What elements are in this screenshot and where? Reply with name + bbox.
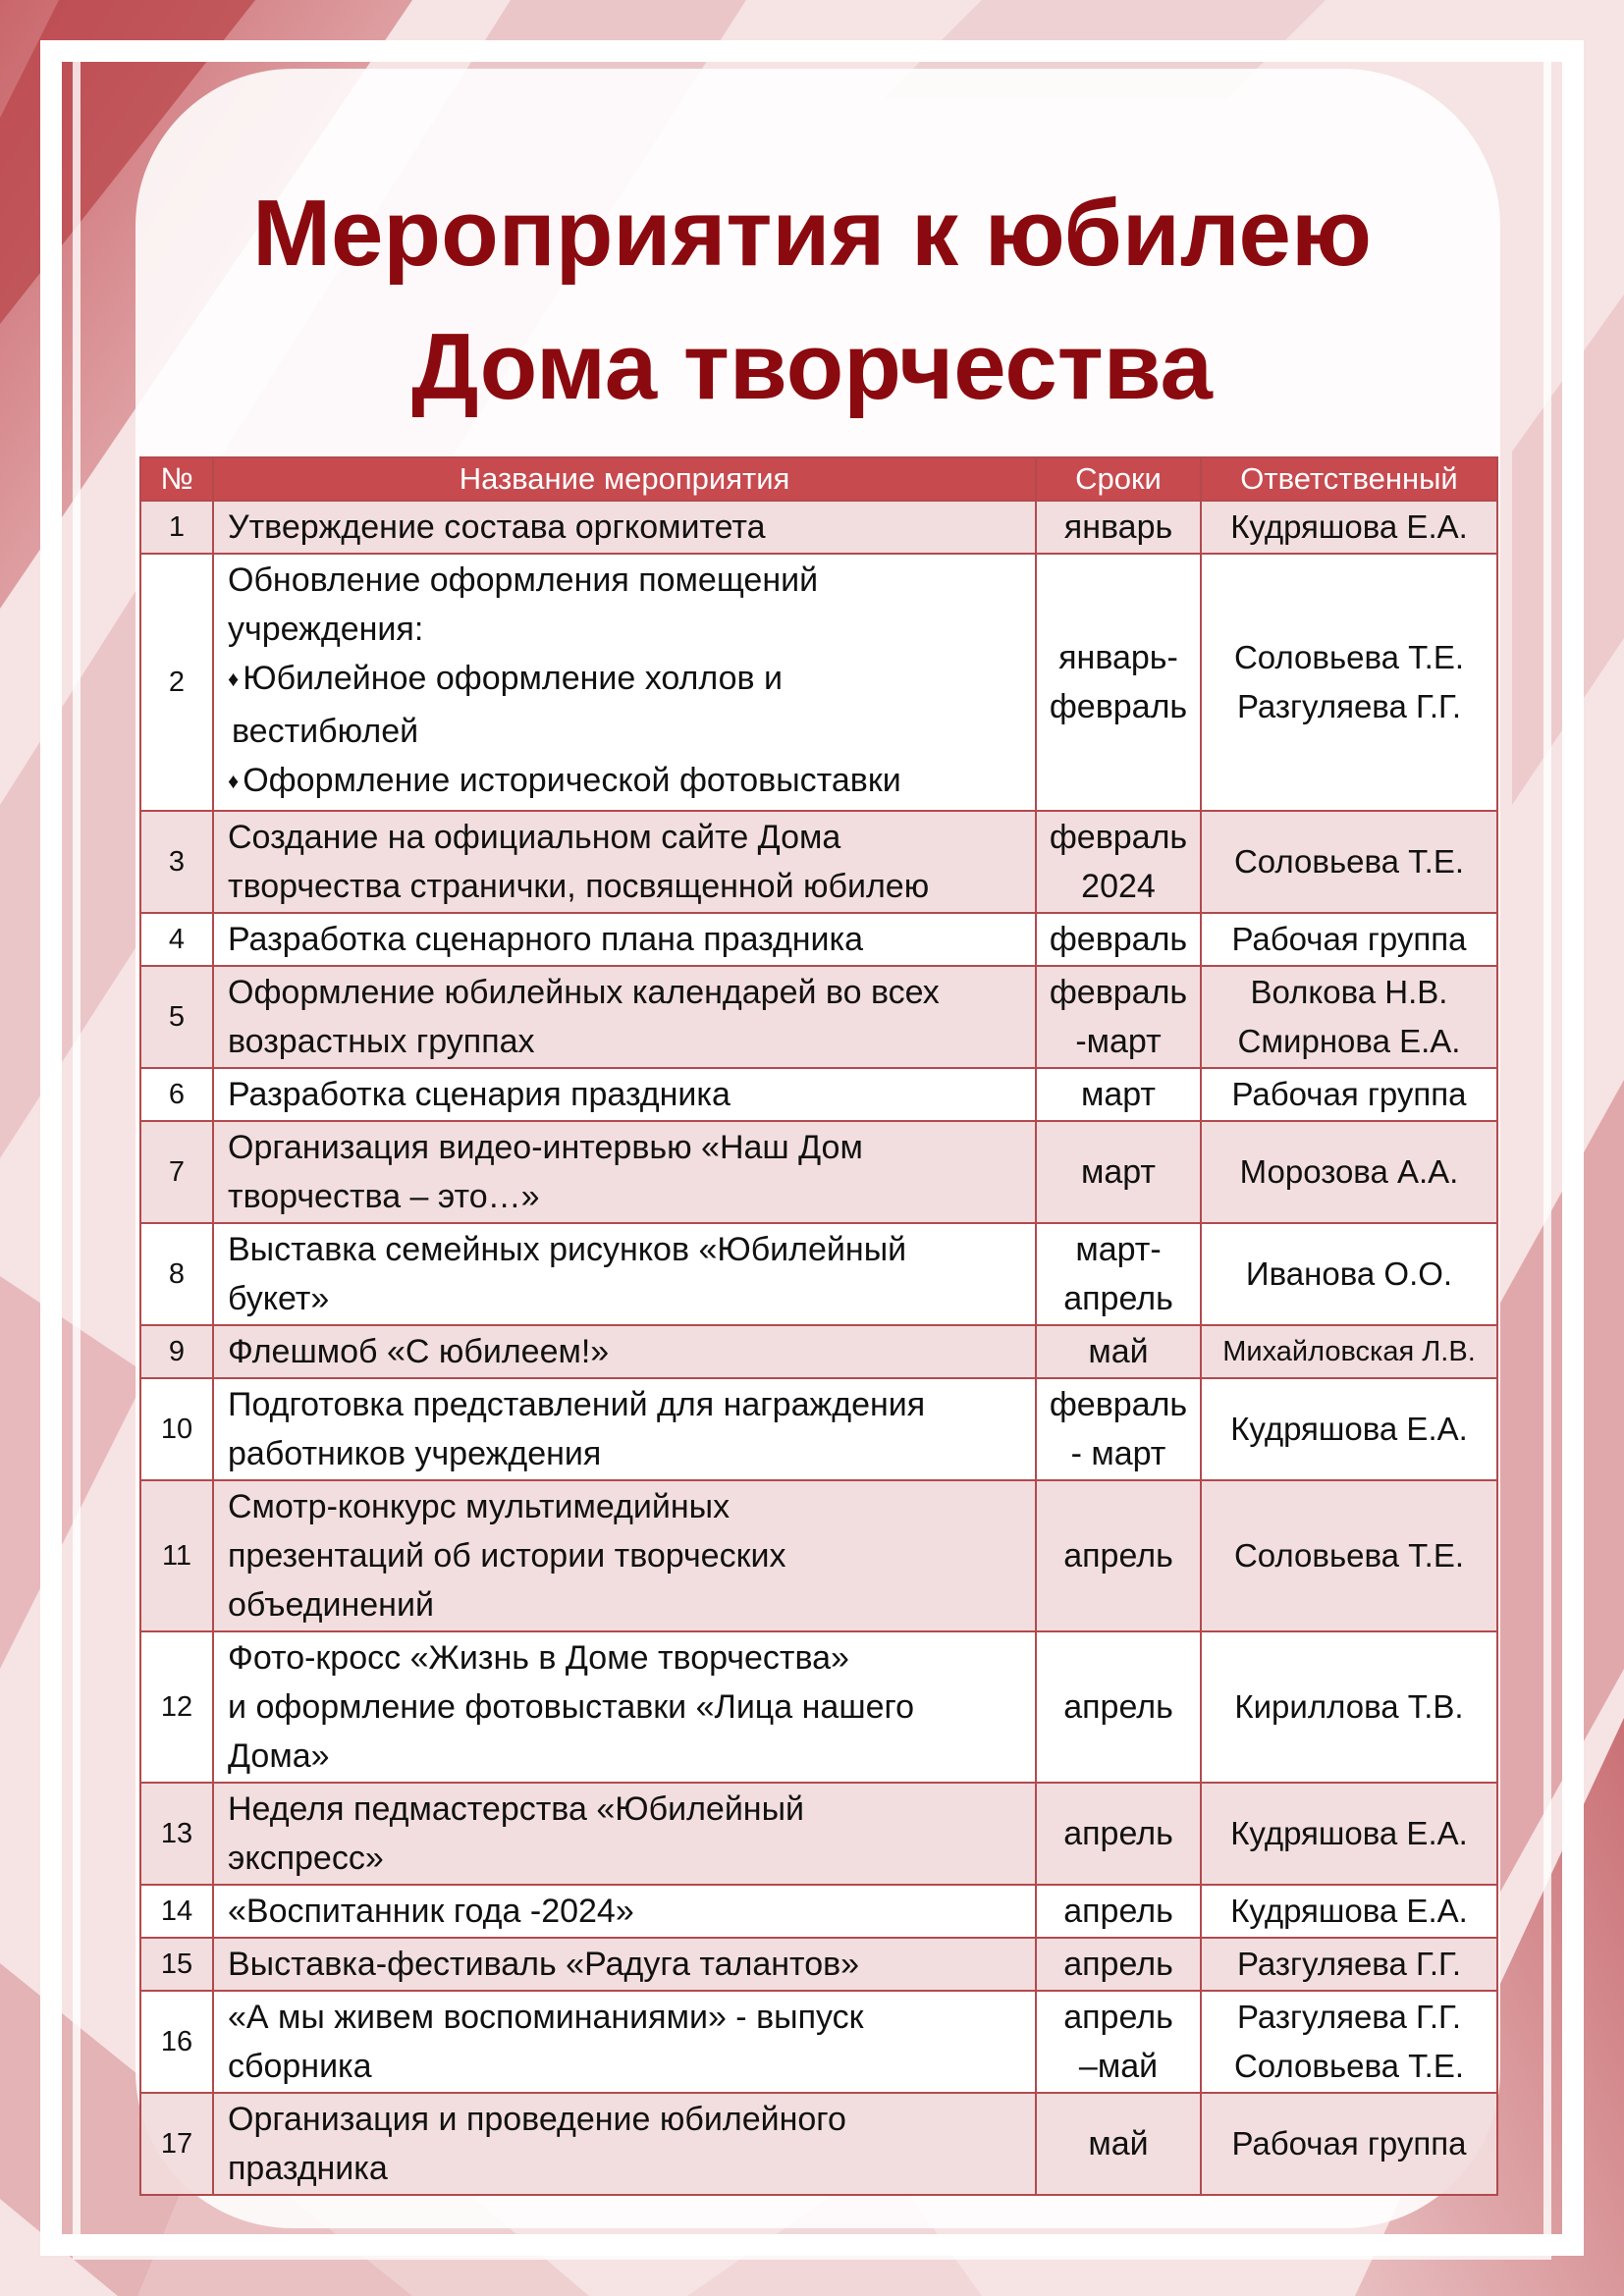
event-responsible [1201,1991,1497,2093]
responsible-person: Кудряшова Е.А. [1230,1411,1468,1447]
event-dates-line: -март [1075,1023,1162,1060]
event-name-line: Разработка сценария праздника [228,1076,731,1113]
event-name-line: Обновление оформления помещений [228,561,819,599]
event-dates-line: март- [1075,1231,1162,1268]
event-dates-line: февраль [1049,974,1188,1011]
event-name-line: Создание на официальном сайте Дома [228,819,841,856]
event-responsible [1201,1378,1497,1480]
table-row [140,554,1497,811]
event-responsible [1201,913,1497,966]
event-name-line: Утверждение состава оргкомитета [228,508,766,546]
event-name-line: творчества странички, посвященной юбилею [228,868,930,905]
event-name [213,1223,1036,1325]
column-header-number: № [140,457,213,501]
event-name-line: Организация видео-интервью «Наш Дом [228,1129,863,1166]
event-dates-line: апрель [1063,1280,1173,1317]
event-name-line: возрастных группах [228,1023,535,1060]
event-responsible [1201,1631,1497,1783]
event-dates [1036,1480,1201,1631]
event-dates [1036,1325,1201,1378]
responsible-person: Разгуляева Г.Г. [1236,688,1462,724]
event-dates-line: февраль [1049,819,1188,856]
row-number: 14 [140,1885,213,1938]
event-name [213,554,1036,811]
table-header-row [140,457,1497,501]
event-dates-line: март [1080,1153,1157,1191]
page-title-line-2: Дома творчества [411,314,1213,419]
event-name-line: работников учреждения [228,1435,602,1472]
event-name-line: Разработка сценарного плана праздника [228,921,864,958]
event-dates [1036,501,1201,554]
row-number: 10 [140,1378,213,1480]
event-dates-line: апрель [1063,1815,1173,1852]
event-dates-line: февраль [1049,921,1188,958]
event-name-line: творчества – это…» [228,1178,540,1215]
row-number: 13 [140,1783,213,1885]
event-name [213,811,1036,913]
row-number: 5 [140,966,213,1068]
event-name-line: ♦ Оформление исторической фотовыставки [228,756,1027,809]
event-responsible [1201,554,1497,811]
event-name [213,2093,1036,2195]
responsible-person: Иванова О.О. [1245,1255,1453,1292]
table-row [140,1631,1497,1783]
responsible-person: Михайловская Л.В. [1222,1336,1476,1367]
table-body [140,501,1497,2195]
event-responsible [1201,1325,1497,1378]
page-title-line-1: Мероприятия к юбилею [252,181,1372,286]
responsible-person: Кудряшова Е.А. [1230,1893,1468,1929]
event-responsible [1201,811,1497,913]
responsible-person: Рабочая группа [1231,921,1467,957]
event-name [213,1325,1036,1378]
event-dates-line: апрель [1063,1688,1173,1726]
event-responsible [1201,2093,1497,2195]
event-name-line: Выставка-фестиваль «Радуга талантов» [228,1946,860,1983]
event-responsible [1201,1783,1497,1885]
table-row [140,1938,1497,1991]
event-name-line: Фото-кросс «Жизнь в Доме творчества» [228,1639,849,1677]
event-dates [1036,1631,1201,1783]
table-row [140,2093,1497,2195]
event-name-line: сборника [228,2048,372,2085]
row-number: 11 [140,1480,213,1631]
event-name [213,1885,1036,1938]
responsible-person: Смирнова Е.А. [1237,1023,1461,1059]
row-number: 17 [140,2093,213,2195]
row-number: 6 [140,1068,213,1121]
event-responsible [1201,1121,1497,1223]
event-dates [1036,1783,1201,1885]
event-dates [1036,1885,1201,1938]
page-title [0,167,1624,434]
event-dates [1036,1223,1201,1325]
event-name-line: Выставка семейных рисунков «Юбилейный [228,1231,907,1268]
event-name-line: Флешмоб «С юбилеем!» [228,1333,610,1370]
event-dates-line: март [1080,1076,1157,1113]
column-header-event-name: Название мероприятия [213,457,1036,501]
row-number: 16 [140,1991,213,2093]
event-responsible [1201,501,1497,554]
row-number: 15 [140,1938,213,1991]
event-dates [1036,1938,1201,1991]
table-row [140,966,1497,1068]
event-dates-line: май [1088,1333,1149,1370]
event-name-line: объединений [228,1586,434,1624]
event-name [213,913,1036,966]
event-name [213,1121,1036,1223]
event-dates [1036,913,1201,966]
table-row [140,1378,1497,1480]
row-number: 12 [140,1631,213,1783]
event-name-line: «Воспитанник года -2024» [228,1893,634,1930]
table-row [140,1991,1497,2093]
event-dates [1036,1068,1201,1121]
responsible-person: Соловьева Т.Е. [1233,843,1465,880]
event-name [213,1991,1036,2093]
event-dates-line: апрель [1063,1893,1173,1930]
row-number: 2 [140,554,213,811]
responsible-person: Кудряшова Е.А. [1230,508,1468,545]
table-row [140,1783,1497,1885]
event-name-line: Подготовка представлений для награждения [228,1386,926,1423]
event-responsible [1201,1223,1497,1325]
row-number: 8 [140,1223,213,1325]
responsible-person: Разгуляева Г.Г. [1236,1999,1462,2035]
responsible-person: Рабочая группа [1231,2125,1467,2162]
row-number: 4 [140,913,213,966]
event-name-line: ♦ Юбилейное оформление холлов и [228,654,1027,707]
event-dates-line: май [1088,2125,1149,2163]
responsible-person: Волкова Н.В. [1250,974,1448,1010]
table-row [140,1480,1497,1631]
event-name-line: «А мы живем воспоминаниями» - выпуск [228,1999,864,2036]
responsible-person: Кудряшова Е.А. [1230,1815,1468,1851]
event-name [213,1480,1036,1631]
event-name-line: экспресс» [228,1840,384,1877]
event-name [213,1938,1036,1991]
table-row [140,1121,1497,1223]
table-row [140,501,1497,554]
table-row [140,1885,1497,1938]
event-dates-line: февраль [1049,1386,1188,1423]
event-dates-line: февраль [1049,688,1188,725]
event-name [213,1378,1036,1480]
row-number: 3 [140,811,213,913]
event-name [213,501,1036,554]
event-dates-line: апрель [1063,1537,1173,1575]
responsible-person: Соловьева Т.Е. [1233,1537,1465,1574]
event-responsible [1201,1480,1497,1631]
event-dates-line: январь- [1058,639,1178,676]
responsible-person: Соловьева Т.Е. [1233,2048,1465,2084]
event-name [213,966,1036,1068]
event-name [213,1783,1036,1885]
event-name-line: Организация и проведение юбилейного [228,2101,846,2138]
event-name [213,1068,1036,1121]
events-table-container [139,456,1496,2196]
event-dates-line: январь [1063,508,1173,546]
event-dates [1036,554,1201,811]
responsible-person: Кириллова Т.В. [1234,1688,1464,1725]
event-name-line: Смотр-конкурс мультимедийных [228,1488,731,1525]
event-dates-line: - март [1070,1435,1166,1472]
event-name-line: праздника [228,2150,388,2187]
row-number: 9 [140,1325,213,1378]
event-dates-line: 2024 [1081,868,1156,905]
event-name-line: и оформление фотовыставки «Лица нашего [228,1688,915,1726]
event-dates-line: апрель [1063,1999,1173,2036]
event-name-line: презентаций об истории творческих [228,1537,786,1575]
event-dates [1036,811,1201,913]
event-dates [1036,1121,1201,1223]
events-table [139,456,1498,2196]
column-header-responsible: Ответственный [1201,457,1497,501]
row-number: 1 [140,501,213,554]
event-dates [1036,1378,1201,1480]
responsible-person: Соловьева Т.Е. [1233,639,1465,675]
row-number: 7 [140,1121,213,1223]
event-responsible [1201,966,1497,1068]
event-dates [1036,966,1201,1068]
table-row [140,811,1497,913]
event-responsible [1201,1938,1497,1991]
event-responsible [1201,1885,1497,1938]
event-dates-line: –май [1078,2048,1159,2085]
event-dates [1036,1991,1201,2093]
responsible-person: Морозова А.А. [1239,1153,1459,1190]
event-name-line: букет» [228,1280,330,1317]
table-row [140,1068,1497,1121]
event-name-line: вестибюлей [232,713,419,750]
table-row [140,1325,1497,1378]
responsible-person: Разгуляева Г.Г. [1236,1946,1462,1982]
table-row [140,1223,1497,1325]
column-header-dates: Сроки [1036,457,1201,501]
event-dates-line: апрель [1063,1946,1173,1983]
table-row [140,913,1497,966]
responsible-person: Рабочая группа [1231,1076,1467,1112]
event-name-line: учреждения: [228,611,424,648]
event-name-line: Неделя педмастерства «Юбилейный [228,1790,805,1828]
event-name-line: Оформление юбилейных календарей во всех [228,974,940,1011]
event-dates [1036,2093,1201,2195]
event-name-line: Дома» [228,1737,330,1775]
event-responsible [1201,1068,1497,1121]
event-name [213,1631,1036,1783]
